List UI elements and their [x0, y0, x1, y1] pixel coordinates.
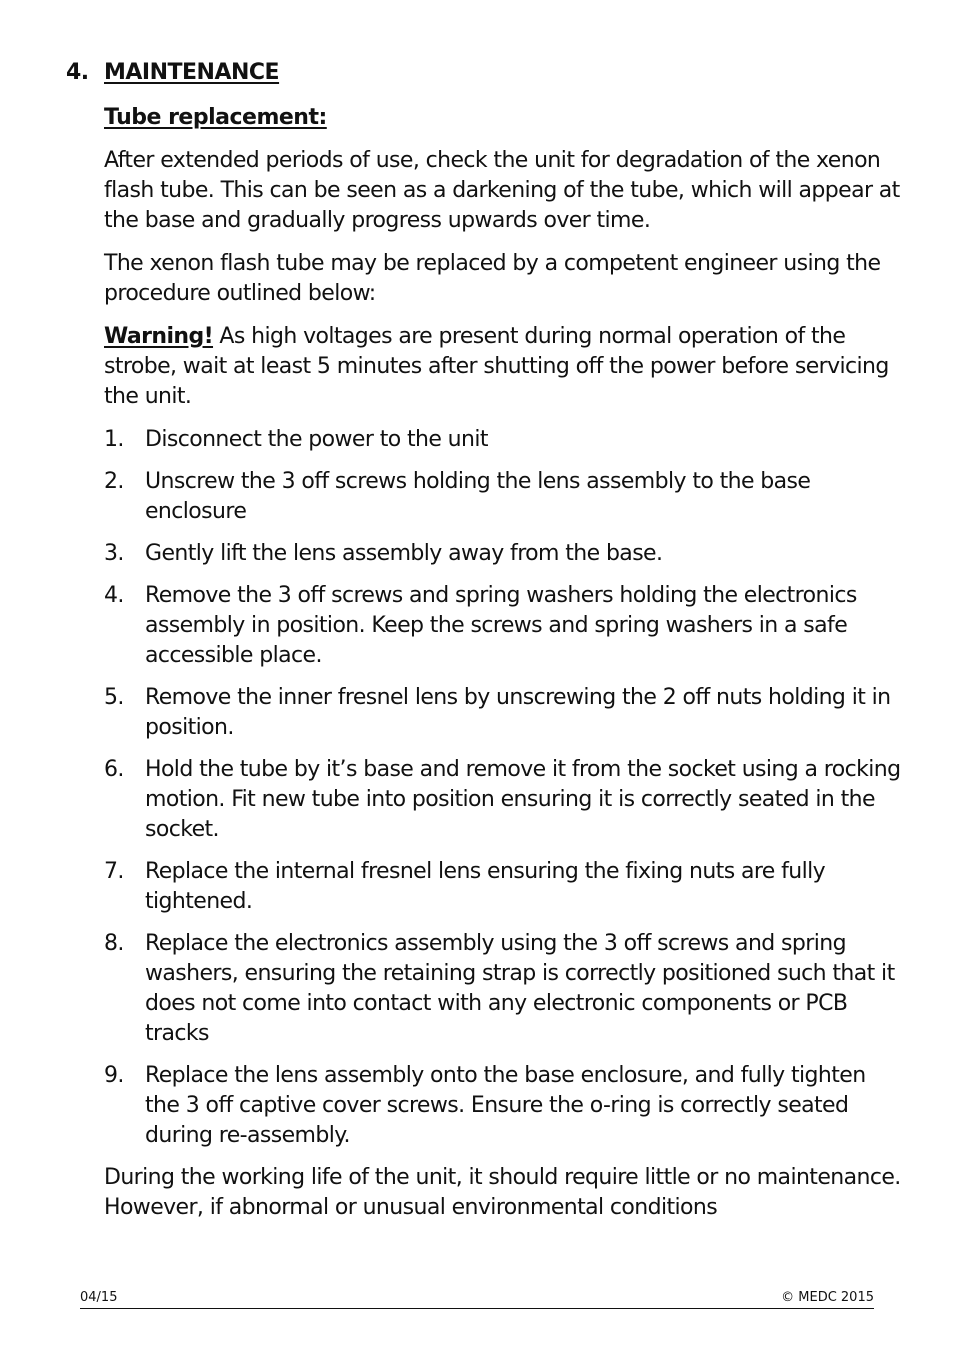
step-text: Disconnect the power to the unit [145, 427, 488, 452]
step-text: Replace the electronics assembly using the 3 off screws and spring washers, ensuring the retaining strap is correctly positioned such that it does not come into contact with any electronic components or PCB tracks [145, 931, 895, 1046]
list-item [104, 857, 904, 917]
list-item [104, 539, 904, 569]
step-number: 2. [104, 469, 124, 494]
closing-paragraph: During the working life of the unit, it should require little or no maintenance. However, if abnormal or unusual environmental conditions [104, 1165, 901, 1220]
step-number: 8. [104, 931, 124, 956]
footer-divider [80, 1308, 874, 1309]
list-item [104, 683, 904, 743]
section-number: 4. [66, 60, 89, 85]
paragraph-procedure-intro: The xenon flash tube may be replaced by a competent engineer using the procedure outlined below: [104, 251, 881, 306]
document-body [104, 103, 904, 1236]
step-number: 5. [104, 685, 124, 710]
paragraph-degradation: After extended periods of use, check the unit for degradation of the xenon flash tube. This can be seen as a darkening of the tube, which will appear at the base and gradually progress upwards over time. [104, 148, 900, 233]
procedure-steps [104, 425, 904, 1151]
footer-copyright: © MEDC 2015 [781, 1290, 874, 1305]
step-number: 7. [104, 859, 124, 884]
list-item [104, 581, 904, 671]
list-item [104, 467, 904, 527]
step-text: Unscrew the 3 off screws holding the lens assembly to the base enclosure [145, 469, 811, 524]
step-text: Remove the inner fresnel lens by unscrewing the 2 off nuts holding it in position. [145, 685, 891, 740]
step-number: 3. [104, 541, 124, 566]
warning-text: As high voltages are present during normal operation of the strobe, wait at least 5 minutes after shutting off the power before servicing the unit. [104, 324, 889, 409]
warning-label: Warning! [104, 324, 214, 349]
step-number: 1. [104, 427, 124, 452]
step-text: Remove the 3 off screws and spring washers holding the electronics assembly in position. Keep the screws and spring washers in a safe accessible place. [145, 583, 857, 668]
step-number: 6. [104, 757, 124, 782]
step-number: 4. [104, 583, 124, 608]
list-item [104, 1061, 904, 1151]
warning-paragraph [104, 322, 904, 412]
list-item [104, 929, 904, 1049]
section-heading [66, 60, 279, 85]
step-text: Gently lift the lens assembly away from the base. [145, 541, 663, 566]
section-title: MAINTENANCE [104, 60, 280, 85]
step-text: Replace the internal fresnel lens ensuring the fixing nuts are fully tightened. [145, 859, 826, 914]
footer-date: 04/15 [80, 1290, 118, 1305]
subheading-tube-replacement: Tube replacement: [104, 105, 327, 130]
list-item [104, 755, 904, 845]
step-text: Replace the lens assembly onto the base enclosure, and fully tighten the 3 off captive cover screws. Ensure the o-ring is correctly seated during re-assembly. [145, 1063, 866, 1148]
step-number: 9. [104, 1063, 124, 1088]
list-item [104, 425, 904, 455]
step-text: Hold the tube by it’s base and remove it from the socket using a rocking motion. Fit new tube into position ensuring it is correctly seated in the socket. [145, 757, 901, 842]
